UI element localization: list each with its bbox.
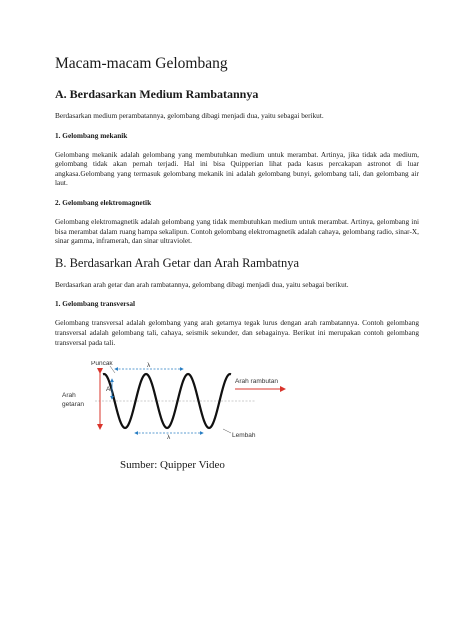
document-title: Macam-macam Gelombang [55,55,228,72]
crest-label: Puncak [91,361,113,368]
lambda-bottom-label: λ [167,434,171,442]
crest-pointer [110,366,115,373]
section-a-heading: A. Berdasarkan Medium Rambatannya [55,87,259,101]
trough-label: Lembah [232,432,256,440]
mechanical-wave-heading: 1. Gelombang mekanik [55,130,128,140]
transversal-wave-figure [55,361,419,451]
figure-caption: Sumber: Quipper Video [120,459,225,472]
section-a-intro: Berdasarkan medium perambatannya, gelombang dibagi menjadi dua, yaitu sebagai berikut. [55,111,324,120]
vibration-direction-label: Arah [62,392,76,400]
em-wave-heading: 2. Gelombang elektromagnetik [55,197,152,207]
mechanical-wave-text: Gelombang mekanik adalah gelombang yang membutuhkan medium untuk merambat. Artinya, jika tidak ada medium, gelombang tidak akan pernah terjadi. Hal ini bisa Quipperian lihat pada kasus percakapan astronot di luar angkasa.Gelombang yang termasuk gelombang mekanik ini adalah gelombang bunyi, gelombang tali, dan gelombang air laut. [55,149,419,188]
trough-pointer [223,429,231,433]
section-b-intro: Berdasarkan arah getar dan arah rambatannya, gelombang dibagi menjadi dua, yaitu sebagai berikut. [55,279,349,289]
em-wave-text: Gelombang elektromagnetik adalah gelombang yang tidak membutuhkan medium untuk merambat. Artinya, gelombang ini bisa merambat dalam ruang hampa sekalipun. Contoh gelombang elektromagnetik adalah cahaya, gelombang radio, sinar-X, sinar gamma, inframerah, dan sinar ultraviolet. [55,216,419,246]
transversal-wave-text: Gelombang transversal adalah gelombang yang arah getarnya tegak lurus dengan arah rambatannya. Contoh gelombang transversal adalah gelombang tali, cahaya, seismik sekunder, dan sebagainya. Berikut ini merupakan contoh gelombang transversal pada tali. [55,318,419,347]
propagation-label: Arah rambutan [235,378,278,386]
transversal-wave-heading: 1. Gelombang transversal [55,299,136,309]
section-b-heading: B. Berdasarkan Arah Getar dan Arah Rambatnya [55,255,300,270]
wave-diagram [55,361,419,451]
amplitude-label: A [106,386,111,394]
lambda-top-label: λ [147,362,151,370]
document-page [55,55,419,471]
vibration-label: getaran [62,401,85,409]
